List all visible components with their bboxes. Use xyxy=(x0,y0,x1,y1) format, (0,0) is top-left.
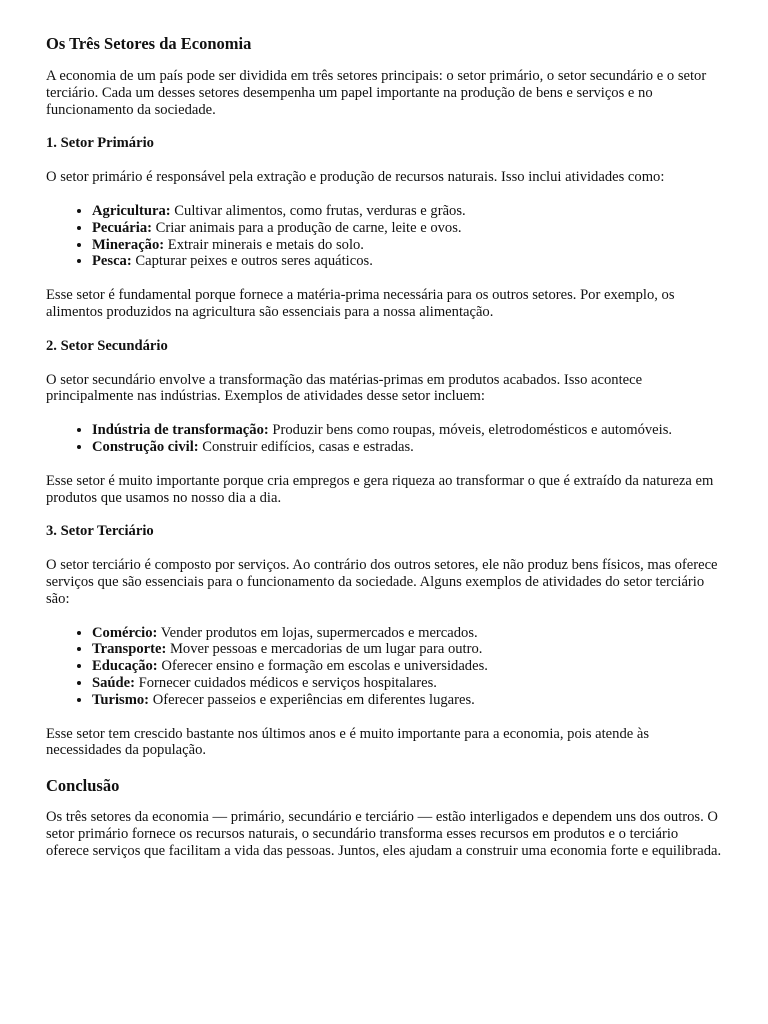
list-item-desc: Cultivar alimentos, como frutas, verduras e grãos. xyxy=(170,202,466,219)
list-item-term: Transporte: xyxy=(92,641,167,658)
tertiary-activities-list xyxy=(46,625,724,709)
tertiary-intro-paragraph: O setor terciário é composto por serviços. Ao contrário dos outros setores, ele não produz bens físicos, mas oferece serviços que são essenciais para o funcionamento da sociedade. Alguns exemplos de atividades do setor terciário são: xyxy=(46,557,718,607)
primary-closing-paragraph: Esse setor é fundamental porque fornece a matéria-prima necessária para os outros setores. Por exemplo, os alimentos produzidos na agricultura são essenciais para a nossa alimentação. xyxy=(46,287,675,320)
list-item-term: Construção civil: xyxy=(92,438,199,455)
list-item xyxy=(92,422,724,439)
list-item xyxy=(92,220,724,237)
list-item-term: Educação: xyxy=(92,658,158,675)
section-heading-tertiary: 3. Setor Terciário xyxy=(46,523,154,540)
list-item-term: Comércio: xyxy=(92,624,158,641)
list-item xyxy=(92,658,724,675)
list-item-desc: Oferecer ensino e formação em escolas e universidades. xyxy=(157,658,488,675)
list-item-desc: Extrair minerais e metais do solo. xyxy=(164,236,364,253)
secondary-activities-list xyxy=(46,422,724,456)
section-heading-primary: 1. Setor Primário xyxy=(46,135,154,152)
primary-activities-list xyxy=(46,203,724,270)
list-item-term: Saúde: xyxy=(92,674,135,691)
list-item xyxy=(92,692,724,709)
list-item-desc: Vender produtos em lojas, supermercados e mercados. xyxy=(157,624,478,641)
list-item-term: Indústria de transformação: xyxy=(92,422,269,439)
list-item xyxy=(92,675,724,692)
list-item-desc: Criar animais para a produção de carne, leite e ovos. xyxy=(151,219,462,236)
list-item xyxy=(92,203,724,220)
list-item xyxy=(92,237,724,254)
list-item-term: Mineração: xyxy=(92,236,165,253)
secondary-closing-paragraph: Esse setor é muito importante porque cria empregos e gera riqueza ao transformar o que é extraído da natureza em produtos que usamos no nosso dia a dia. xyxy=(46,472,714,506)
list-item-desc: Capturar peixes e outros seres aquáticos. xyxy=(131,253,373,270)
document-title: Os Três Setores da Economia xyxy=(46,34,252,53)
list-item-desc: Construir edifícios, casas e estradas. xyxy=(198,438,414,455)
list-item-desc: Oferecer passeios e experiências em diferentes lugares. xyxy=(149,691,475,708)
list-item-term: Agricultura: xyxy=(92,202,171,219)
list-item xyxy=(92,439,724,456)
list-item xyxy=(92,253,724,270)
list-item-term: Turismo: xyxy=(92,691,150,708)
secondary-intro-paragraph: O setor secundário envolve a transformação das matérias-primas em produtos acabados. Isso acontece principalmente nas indústrias. Exemplos de atividades desse setor incluem: xyxy=(46,371,643,405)
list-item-desc: Produzir bens como roupas, móveis, eletrodomésticos e automóveis. xyxy=(268,422,673,439)
conclusion-heading: Conclusão xyxy=(46,776,120,796)
list-item xyxy=(92,641,724,658)
list-item-desc: Fornecer cuidados médicos e serviços hospitalares. xyxy=(134,674,437,691)
primary-intro-paragraph: O setor primário é responsável pela extração e produção de recursos naturais. Isso inclui atividades como: xyxy=(46,169,665,186)
list-item xyxy=(92,625,724,642)
intro-paragraph: A economia de um país pode ser dividida em três setores principais: o setor primário, o setor secundário e o setor terciário. Cada um desses setores desempenha um papel importante na produção de bens e serviços e no funcionamento da sociedade. xyxy=(46,68,707,118)
tertiary-closing-paragraph: Esse setor tem crescido bastante nos últimos anos e é muito importante para a economia, pois atende às necessidades da população. xyxy=(46,725,650,759)
list-item-term: Pecuária: xyxy=(92,219,152,236)
conclusion-paragraph: Os três setores da economia — primário, secundário e terciário — estão interligados e dependem uns dos outros. O setor primário fornece os recursos naturais, o secundário transforma esses recursos em produtos e o terciário oferece serviços que facilitam a vida das pessoas. Juntos, eles ajudam a construir uma economia forte e equilibrada. xyxy=(46,809,722,859)
section-heading-secondary: 2. Setor Secundário xyxy=(46,337,168,354)
list-item-term: Pesca: xyxy=(92,253,132,270)
list-item-desc: Mover pessoas e mercadorias de um lugar para outro. xyxy=(166,641,483,658)
